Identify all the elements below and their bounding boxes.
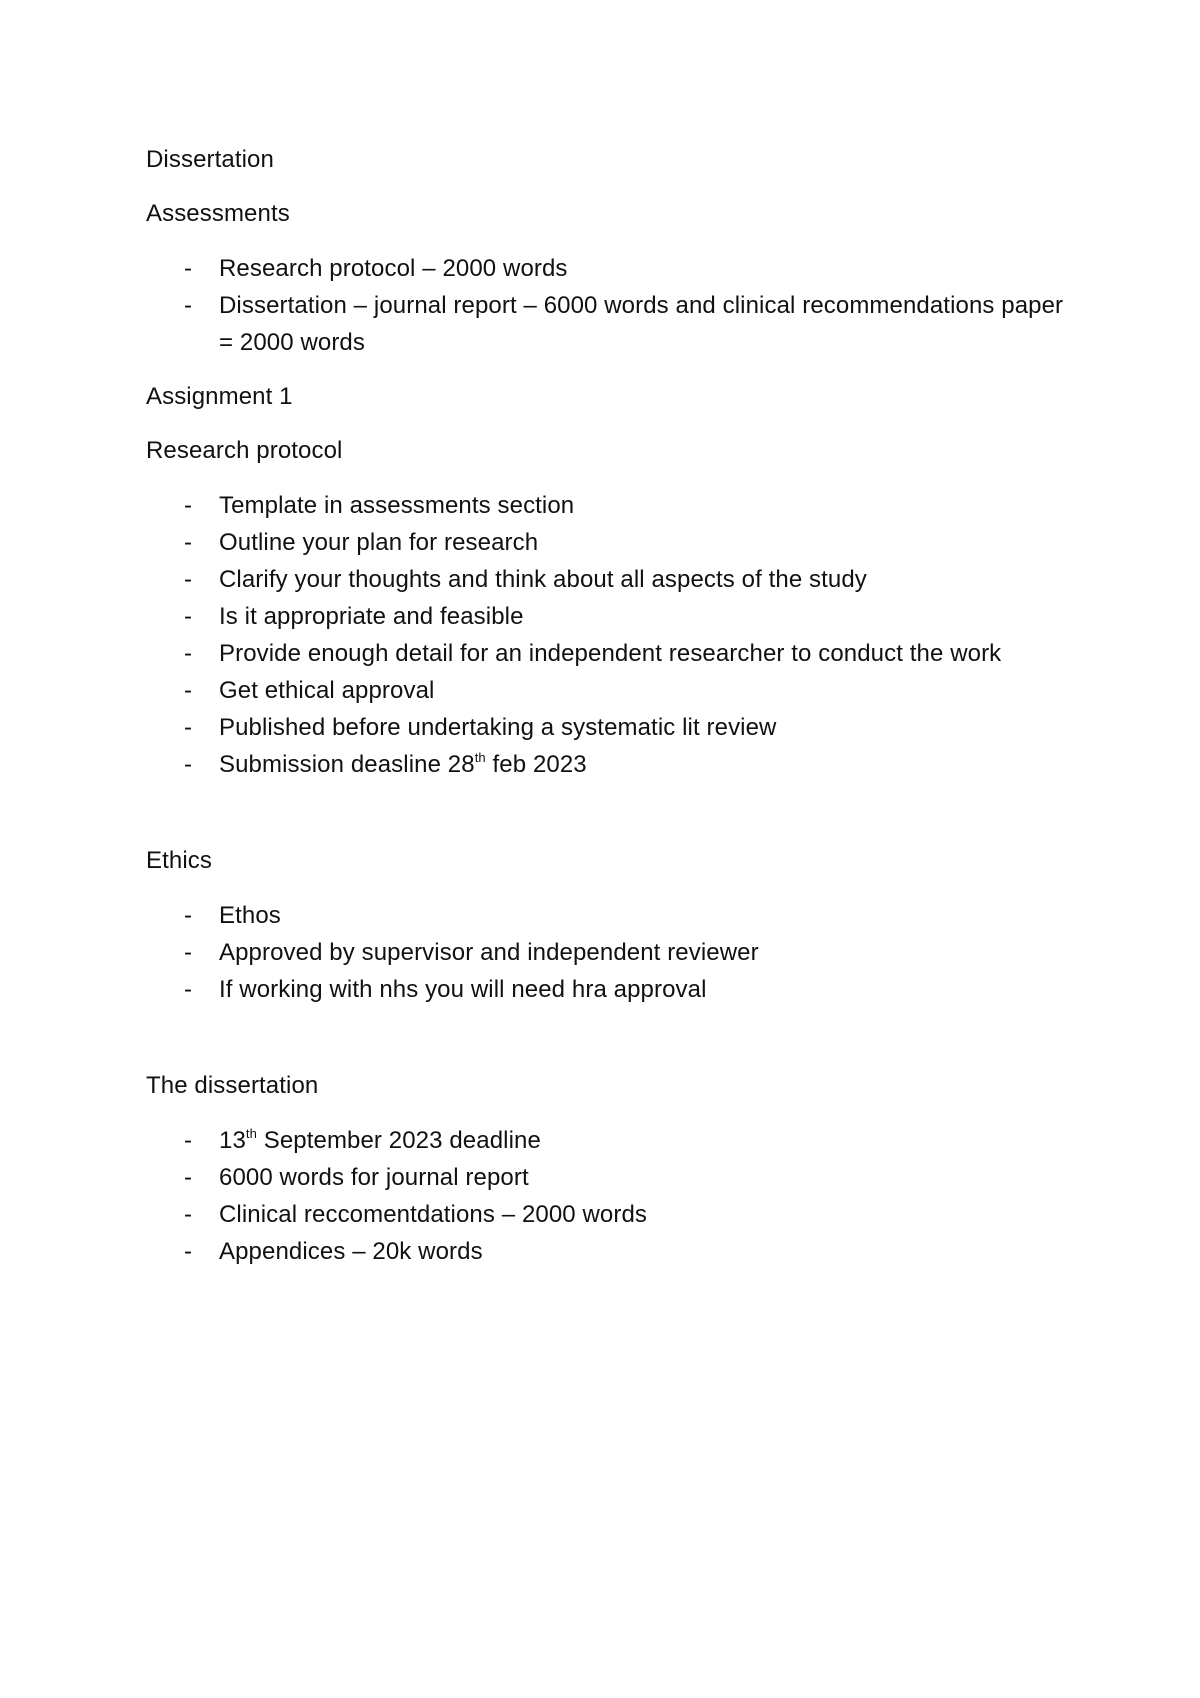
document-content bbox=[146, 142, 1086, 1270]
list-item bbox=[146, 287, 1086, 361]
submission-deadline bbox=[219, 746, 1079, 783]
list-item bbox=[146, 524, 1086, 561]
assignment-heading: Assignment 1 bbox=[146, 383, 293, 410]
submission-deadline-date: feb 2023 bbox=[485, 751, 587, 778]
ethics-heading: Ethics bbox=[146, 847, 212, 874]
dash-marker: - bbox=[184, 292, 193, 319]
dash-marker: - bbox=[184, 1164, 193, 1191]
list-item bbox=[146, 897, 1086, 934]
submission-deadline-text: Submission deasline 28 bbox=[219, 751, 475, 778]
protocol-item-plan: Outline your plan for research bbox=[219, 529, 539, 556]
dash-marker: - bbox=[184, 1127, 193, 1154]
dissertation-heading: The dissertation bbox=[146, 1072, 319, 1099]
dissertation-item-clinical: Clinical reccomentdations – 2000 words bbox=[219, 1201, 648, 1228]
list-item bbox=[146, 1233, 1086, 1270]
list-item bbox=[146, 934, 1086, 971]
assessments-list bbox=[146, 250, 1086, 361]
dash-marker: - bbox=[184, 1238, 193, 1265]
list-item bbox=[146, 1196, 1086, 1233]
list-item bbox=[146, 1122, 1086, 1159]
submission-deadline-superscript: th bbox=[474, 750, 486, 765]
list-item bbox=[146, 598, 1086, 635]
list-item bbox=[146, 635, 1086, 672]
dash-marker: - bbox=[184, 976, 193, 1003]
research-protocol-heading: Research protocol bbox=[146, 437, 343, 464]
list-item bbox=[146, 561, 1086, 598]
ethics-item-approved: Approved by supervisor and independent reviewer bbox=[219, 939, 759, 966]
dash-marker: - bbox=[184, 677, 193, 704]
protocol-item-detail: Provide enough detail for an independent researcher to conduct the work bbox=[219, 640, 1002, 667]
dissertation-deadline-day: 13 bbox=[219, 1127, 246, 1154]
document-title: Dissertation bbox=[146, 146, 274, 173]
dissertation-deadline bbox=[219, 1122, 1079, 1159]
assessments-heading: Assessments bbox=[146, 200, 290, 227]
dash-marker: - bbox=[184, 492, 193, 519]
ethics-item-ethos: Ethos bbox=[219, 902, 281, 929]
protocol-item-template: Template in assessments section bbox=[219, 492, 575, 519]
ethics-item-hra: If working with nhs you will need hra approval bbox=[219, 976, 707, 1003]
dissertation-item-journal: 6000 words for journal report bbox=[219, 1164, 529, 1191]
dissertation-item-appendices: Appendices – 20k words bbox=[219, 1238, 483, 1265]
dash-marker: - bbox=[184, 603, 193, 630]
dash-marker: - bbox=[184, 566, 193, 593]
protocol-item-published: Published before undertaking a systematic lit review bbox=[219, 714, 777, 741]
dash-marker: - bbox=[184, 939, 193, 966]
list-item bbox=[146, 709, 1086, 746]
assessment-research-protocol: Research protocol – 2000 words bbox=[219, 255, 568, 282]
list-item bbox=[146, 971, 1086, 1008]
list-item bbox=[146, 250, 1086, 287]
dash-marker: - bbox=[184, 1201, 193, 1228]
research-protocol-list bbox=[146, 487, 1086, 783]
list-item bbox=[146, 1159, 1086, 1196]
dissertation-deadline-text: September 2023 deadline bbox=[256, 1127, 541, 1154]
dash-marker: - bbox=[184, 751, 193, 778]
protocol-item-ethical-approval: Get ethical approval bbox=[219, 677, 435, 704]
dash-marker: - bbox=[184, 714, 193, 741]
dissertation-deadline-superscript: th bbox=[245, 1126, 257, 1141]
assessment-dissertation: Dissertation – journal report – 6000 words and clinical recommendations paper = 2000 words bbox=[219, 292, 1064, 356]
dash-marker: - bbox=[184, 529, 193, 556]
dash-marker: - bbox=[184, 640, 193, 667]
dash-marker: - bbox=[184, 902, 193, 929]
ethics-list bbox=[146, 897, 1086, 1008]
list-item bbox=[146, 487, 1086, 524]
list-item bbox=[146, 672, 1086, 709]
protocol-item-feasible: Is it appropriate and feasible bbox=[219, 603, 524, 630]
protocol-item-clarify: Clarify your thoughts and think about all aspects of the study bbox=[219, 566, 867, 593]
list-item bbox=[146, 746, 1086, 783]
dissertation-list bbox=[146, 1122, 1086, 1270]
dash-marker: - bbox=[184, 255, 193, 282]
